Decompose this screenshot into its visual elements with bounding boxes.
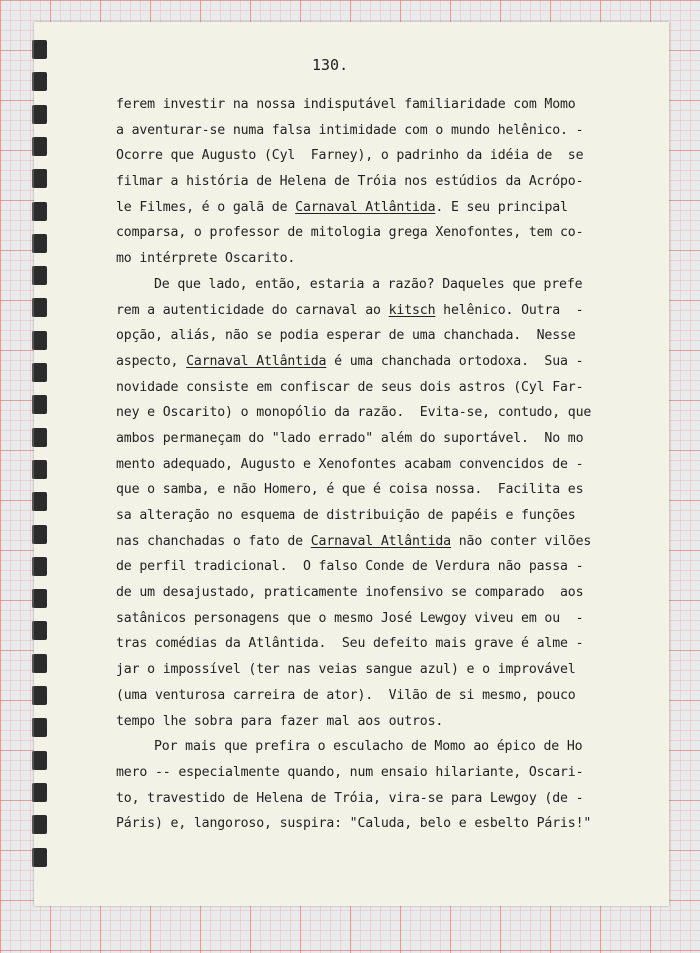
text-line [116,529,616,555]
binding-hole [32,751,47,770]
text-segment: novidade consiste em confiscar de seus dois astros (Cyl Far- [116,379,584,395]
text-segment: mero -- especialmente quando, num ensaio hilariante, Oscari- [116,764,584,780]
text-line [116,554,616,580]
text-segment: de perfil tradicional. O falso Conde de Verdura não passa - [116,559,584,575]
text-segment: comparsa, o professor de mitologia grega Xenofontes, tem co- [116,225,584,241]
text-line [116,477,616,503]
binding-hole [32,105,47,124]
text-line [116,606,616,632]
binding-hole [32,460,47,479]
text-segment: que o samba, e não Homero, é que é coisa nossa. Facilita es [116,482,584,498]
binding-hole [32,848,47,867]
binding-hole [32,202,47,221]
underlined-title: kitsch [388,302,436,318]
text-segment: não conter vilões [450,533,592,549]
binding-hole [32,621,47,640]
binding-hole [32,525,47,544]
text-segment: nas chanchadas o fato de [116,533,311,549]
text-line [116,92,616,118]
text-segment: mento adequado, Augusto e Xenofontes acabam convencidos de - [116,456,584,472]
text-segment: é uma chanchada ortodoxa. Sua - [326,353,584,369]
text-segment: a aventurar-se numa falsa intimidade com o mundo helênico. - [116,122,584,138]
text-segment: tempo lhe sobra para fazer mal aos outros. [116,713,444,729]
binding-hole [32,783,47,802]
page-number: 130. [312,56,349,74]
text-segment: sa alteração no esquema de distribuição de papéis e funções [116,508,576,523]
text-line [116,143,616,169]
text-segment: ambos permaneçam do "lado errado" além do suportável. No mo [116,430,584,446]
text-line [116,169,616,195]
text-line [116,580,616,606]
text-segment: tras comédias da Atlântida. Seu defeito mais grave é alme - [116,636,584,652]
text-segment: satânicos personagens que o mesmo José Lewgoy viveu em ou - [116,610,584,626]
text-segment: aspecto, [116,353,187,369]
text-line [116,118,616,144]
binding-hole [32,395,47,414]
text-line [116,272,616,298]
binding-hole [32,266,47,285]
binding-hole [32,654,47,673]
binding-hole [32,298,47,317]
text-segment: helênico. Outra - [435,302,584,318]
text-line [116,760,616,786]
underlined-title: Carnaval Atlântida [186,353,327,369]
text-segment: Páris) e, langoroso, suspira: "Caluda, belo e esbelto Páris!" [116,816,592,832]
binding-hole [32,234,47,253]
text-line [116,195,616,221]
binding-hole [32,428,47,447]
text-segment: mo intérprete Oscarito. [116,251,296,267]
text-line [116,657,616,683]
binding-hole [32,589,47,608]
text-line [116,323,616,349]
text-segment: Por mais que prefira o esculacho de Momo ao épico de Ho [154,739,583,755]
text-segment: le Filmes, é o galã de [116,199,296,215]
text-line [116,452,616,478]
text-segment: ney e Oscarito) o monopólio da razão. Evita-se, contudo, que [116,405,592,421]
spiral-binding-holes [32,40,54,880]
text-line [116,786,616,812]
text-line [116,246,616,272]
binding-hole [32,72,47,91]
text-segment: (uma venturosa carreira de ator). Vilão de si mesmo, pouco [116,687,576,703]
binding-hole [32,492,47,511]
text-segment: De que lado, então, estaria a razão? Daqueles que prefe [154,276,583,292]
binding-hole [32,331,47,350]
text-segment: rem a autenticidade do carnaval ao [116,302,389,318]
binding-hole [32,718,47,737]
text-line [116,375,616,401]
text-segment: jar o impossível (ter nas veias sangue azul) e o improvável [116,662,576,678]
text-segment: opção, aliás, não se podia esperar de uma chanchada. Nesse [116,328,576,344]
text-line [116,683,616,709]
text-segment: . E seu principal [435,199,568,215]
text-line [116,734,616,760]
binding-hole [32,169,47,188]
text-segment: to, travestido de Helena de Tróia, vira-se para Lewgoy (de - [116,790,584,806]
body-text [116,92,616,837]
text-segment: Ocorre que Augusto (Cyl Farney), o padrinho da idéia de se [116,148,584,164]
binding-hole [32,137,47,156]
binding-hole [32,686,47,705]
text-line [116,503,616,529]
underlined-title: Carnaval Atlântida [295,199,436,215]
text-segment: de um desajustado, praticamente inofensivo se comparado aos [116,585,584,601]
underlined-title: Carnaval Atlântida [310,533,451,549]
text-line [116,811,616,837]
text-line [116,349,616,375]
text-segment: filmar a história de Helena de Tróia nos estúdios da Acrópo- [116,174,584,190]
text-line [116,400,616,426]
text-line [116,631,616,657]
binding-hole [32,363,47,382]
binding-hole [32,40,47,59]
text-line [116,426,616,452]
binding-hole [32,815,47,834]
text-segment: ferem investir na nossa indisputável familiaridade com Momo [116,97,576,112]
binding-hole [32,557,47,576]
text-line [116,220,616,246]
text-line [116,298,616,324]
text-line [116,709,616,735]
